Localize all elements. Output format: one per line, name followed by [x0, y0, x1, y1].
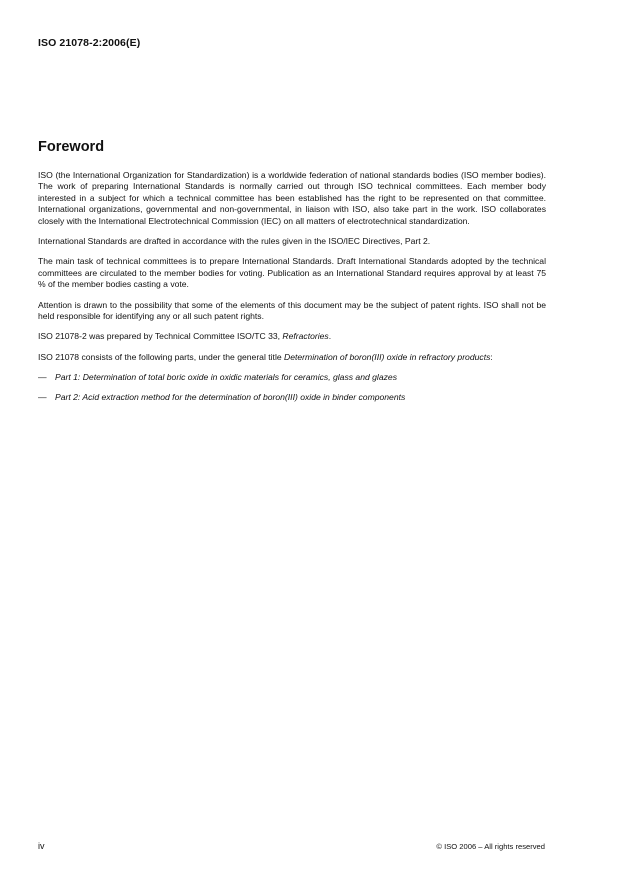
paragraph-parts-intro	[38, 352, 546, 363]
copyright-notice: © ISO 2006 – All rights reserved	[436, 842, 545, 851]
foreword-title: Foreword	[38, 139, 105, 155]
dash-marker: —	[38, 391, 47, 402]
document-id-header: ISO 21078-2:2006(E)	[38, 37, 141, 49]
page-number: iv	[38, 841, 45, 851]
list-item-part-1	[38, 372, 546, 383]
paragraph-drafting-rules: International Standards are drafted in accordance with the rules given in the ISO/IEC Directives, Part 2.	[38, 236, 431, 247]
part-1-title: Part 1: Determination of total boric oxide in oxidic materials for ceramics, glass and glazes	[55, 372, 397, 383]
prepared-by-text: ISO 21078-2 was prepared by Technical Committee ISO/TC 33,	[38, 331, 283, 342]
paragraph-prepared-by	[38, 331, 546, 342]
general-title: Determination of boron(III) oxide in refractory products	[284, 351, 491, 362]
parts-intro-end: :	[490, 351, 493, 362]
prepared-by-end: .	[328, 331, 332, 342]
list-item-part-2	[38, 392, 546, 403]
parts-intro-text: ISO 21078 consists of the following parts, under the general title	[38, 351, 285, 362]
dash-marker: —	[38, 372, 47, 383]
committee-title: Refractories	[282, 331, 329, 342]
paragraph-committee-task: The main task of technical committees is to prepare International Standards. Draft International Standards adopted by the technical committees are circulated to the member bodies for voting. Publication as an International Standard requires approval by at least 75 % of the member bodies casting a vote.	[38, 256, 546, 290]
paragraph-patent-notice: Attention is drawn to the possibility that some of the elements of this document may be the subject of patent rights. ISO shall not be held responsible for identifying any or all such patent rights.	[38, 299, 546, 322]
paragraph-iso-description: ISO (the International Organization for Standardization) is a worldwide federation of national standards bodies (ISO member bodies). The work of preparing International Standards is normally carried out through ISO technical committees. Each member body interested in a subject for which a technical committee has been established has the right to be represented on that committee. International organizations, governmental and non-governmental, in liaison with ISO, also take part in the work. ISO collaborates closely with the International Electrotechnical Commission (IEC) on all matters of electrotechnical standardization.	[38, 170, 546, 226]
part-2-title: Part 2: Acid extraction method for the determination of boron(III) oxide in binder components	[55, 391, 406, 402]
foreword-body	[38, 170, 546, 411]
